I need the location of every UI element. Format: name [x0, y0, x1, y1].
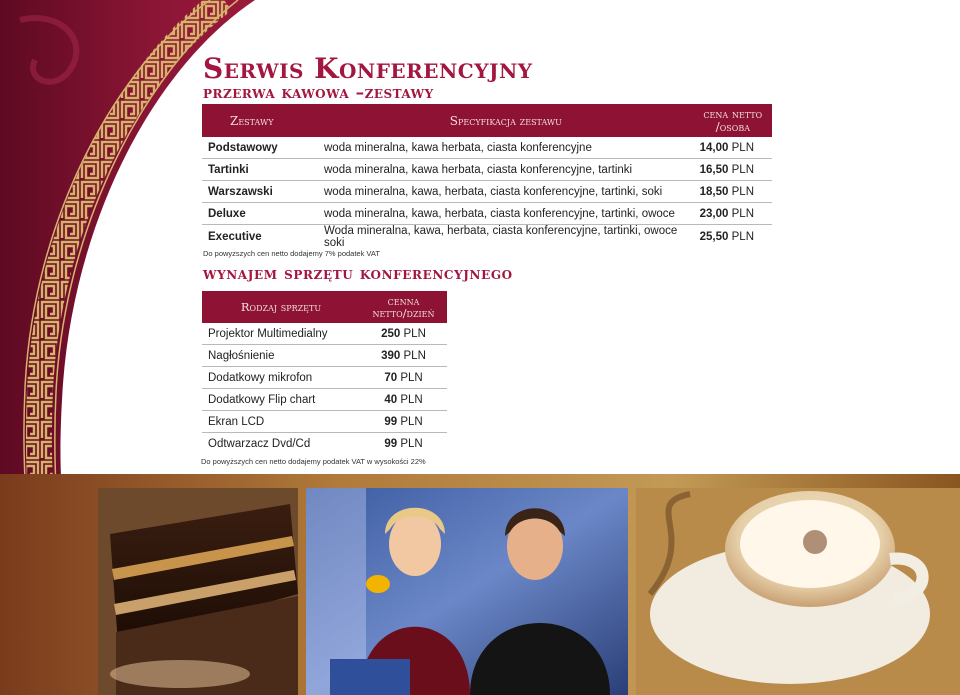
photo-strip: [0, 474, 960, 695]
col-header-price: [694, 104, 772, 137]
col-header-day-price-line1: cenna: [387, 294, 420, 308]
set-price-currency: PLN: [731, 185, 754, 198]
col-header-equipment: Rodzaj sprzętu: [202, 291, 360, 323]
set-spec: woda mineralna, kawa herbata, ciasta konferencyjne, tartinki: [318, 159, 694, 181]
set-name: Deluxe: [202, 203, 318, 225]
equipment-price-amount: 70: [384, 371, 398, 384]
set-name: Executive: [208, 231, 262, 243]
equipment-price: [360, 411, 447, 433]
set-price-amount: 16,50: [699, 163, 729, 176]
equipment-price-currency: PLN: [400, 371, 423, 384]
col-header-price-line1: cena netto: [703, 106, 763, 121]
set-price-currency: PLN: [731, 207, 754, 220]
table-row: [202, 203, 772, 225]
equipment-price-currency: PLN: [400, 393, 423, 406]
vat-note-sets: Do powyzszych cen netto dodajemy 7% podatek VAT: [203, 249, 380, 258]
equipment-table: [202, 291, 447, 454]
equipment-heading: wynajem sprzętu konferencyjnego: [203, 264, 513, 284]
equipment-price-amount: 99: [384, 415, 398, 428]
sets-table: [202, 104, 772, 249]
table-row: [202, 181, 772, 203]
equipment-table-header: [202, 291, 447, 323]
table-row: [202, 345, 447, 367]
set-price: [694, 225, 772, 250]
equipment-price: [360, 433, 447, 455]
table-row: [202, 159, 772, 181]
cake-photo: [98, 488, 298, 695]
set-name: Warszawski: [202, 181, 318, 203]
set-price-currency: PLN: [731, 141, 754, 154]
page-subtitle: przerwa kawowa –zestawy: [203, 83, 434, 103]
set-name: Podstawowy: [202, 137, 318, 159]
equipment-name: Ekran LCD: [202, 411, 360, 433]
people-photo: [306, 488, 628, 695]
table-row: [202, 389, 447, 411]
set-name: Tartinki: [202, 159, 318, 181]
vat-note-equipment: Do powyższych cen netto dodajemy podatek VAT w wysokości 22%: [201, 457, 426, 466]
set-price-amount: 23,00: [699, 207, 729, 220]
table-row: [202, 367, 447, 389]
equipment-price: [360, 389, 447, 411]
equipment-price-currency: PLN: [400, 437, 423, 450]
set-price: [694, 137, 772, 159]
table-row: [202, 323, 447, 345]
set-price-currency: PLN: [731, 163, 754, 176]
set-price: [694, 203, 772, 225]
equipment-price-currency: PLN: [403, 349, 426, 362]
set-spec: woda mineralna, kawa, herbata, ciasta konferencyjne, tartinki, owoce: [318, 203, 694, 225]
col-header-day-price: [360, 291, 447, 323]
set-price-currency: PLN: [731, 231, 754, 243]
equipment-price-amount: 40: [384, 393, 398, 406]
col-header-price-line2: /osoba: [715, 119, 750, 134]
set-price: [694, 181, 772, 203]
equipment-price-amount: 250: [381, 327, 401, 340]
equipment-name: Dodatkowy mikrofon: [202, 367, 360, 389]
page-title: Serwis Konferencyjny: [203, 52, 533, 85]
equipment-name: Projektor Multimedialny: [202, 323, 360, 345]
cappuccino-photo: [636, 488, 960, 695]
table-row: [202, 225, 772, 250]
equipment-price-amount: 390: [381, 349, 401, 362]
set-spec: woda mineralna, kawa, herbata, ciasta konferencyjne, tartinki, soki: [318, 181, 694, 203]
table-row: [202, 433, 447, 455]
col-header-spec: Specyfikacja zestawu: [318, 104, 694, 137]
table-row: [202, 137, 772, 159]
sets-table-header: [202, 104, 772, 137]
equipment-price: [360, 367, 447, 389]
set-price-amount: 14,00: [699, 141, 729, 154]
set-price-amount: 18,50: [699, 185, 729, 198]
set-price: [694, 159, 772, 181]
col-header-day-price-line2: netto/dzień: [372, 306, 435, 320]
equipment-name: Nagłośnienie: [202, 345, 360, 367]
set-price-amount: 25,50: [699, 231, 729, 243]
set-spec: Woda mineralna, kawa, herbata, ciasta konferencyjne, tartinki, owoce soki: [324, 225, 678, 249]
equipment-name: Odtwarzacz Dvd/Cd: [208, 437, 311, 450]
equipment-name: Dodatkowy Flip chart: [202, 389, 360, 411]
equipment-price-amount: 99: [384, 437, 398, 450]
equipment-price-currency: PLN: [400, 415, 423, 428]
table-row: [202, 411, 447, 433]
equipment-price: [360, 345, 447, 367]
equipment-price-currency: PLN: [403, 327, 426, 340]
col-header-sets: Zestawy: [202, 104, 318, 137]
equipment-price: [360, 323, 447, 345]
set-spec: woda mineralna, kawa herbata, ciasta konferencyjne: [318, 137, 694, 159]
